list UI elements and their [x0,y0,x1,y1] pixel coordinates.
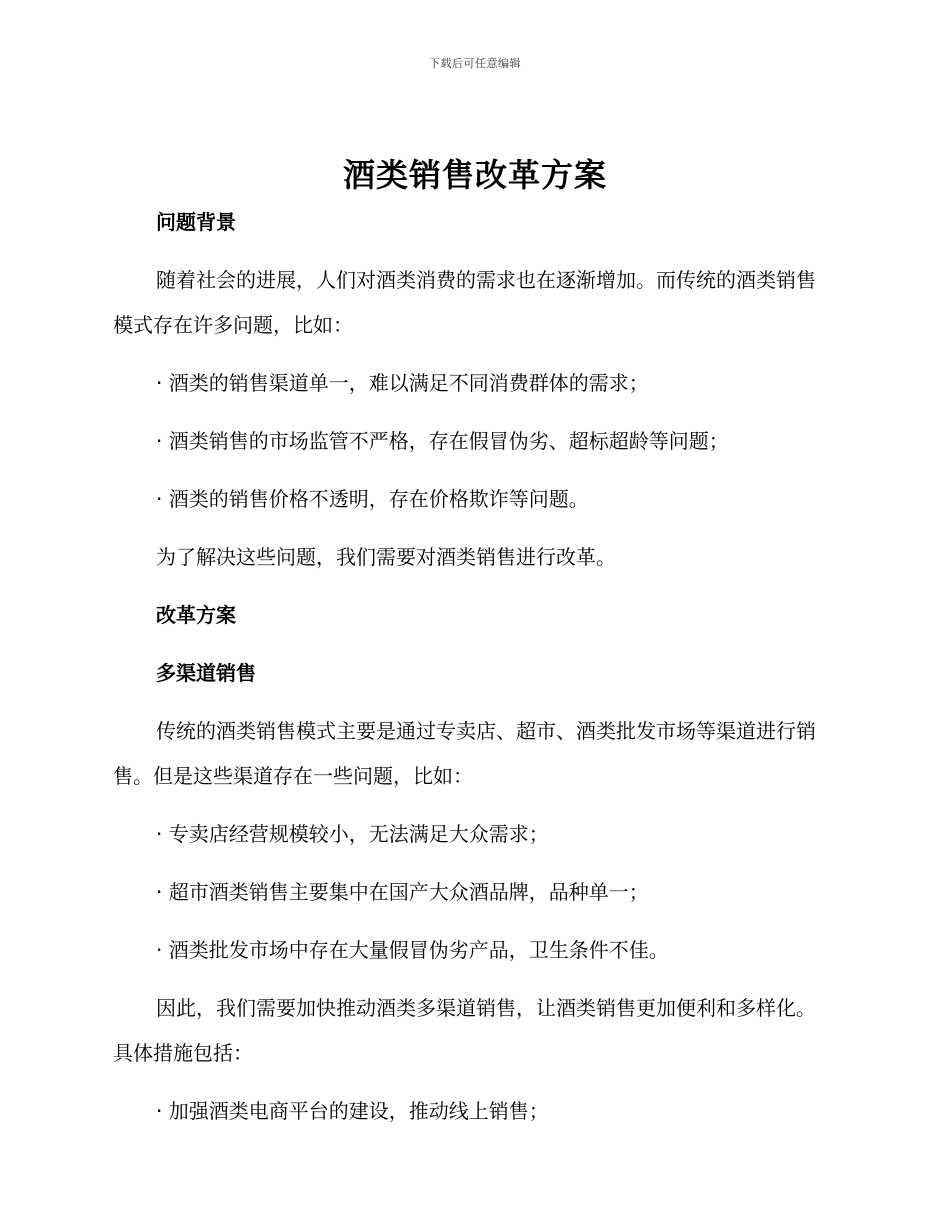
paragraph-background: 随着社会的进展，人们对酒类消费的需求也在逐渐增加。而传统的酒类销售模式存在许多问题，比如： [113,268,816,337]
document-title: 酒类销售改革方案 [342,156,607,194]
list-item: · 酒类销售的市场监管不严格，存在假冒伪劣、超标超龄等问题； [156,429,729,453]
section-heading-background: 问题背景 [156,210,236,234]
paragraph-multichannel: 传统的酒类销售模式主要是通过专卖店、超市、酒类批发市场等渠道进行销售。但是这些渠道存在一些问题，比如： [113,719,816,788]
list-item: · 超市酒类销售主要集中在国产大众酒品牌，品种单一； [156,880,649,904]
list-item: · 酒类批发市场中存在大量假冒伪劣产品，卫生条件不佳。 [156,938,669,962]
list-item: · 专卖店经营规模较小，无法满足大众需求； [156,822,549,846]
paragraph-background-conclusion: 为了解决这些问题，我们需要对酒类销售进行改革。 [156,545,616,569]
section-heading-plan: 改革方案 [156,603,236,627]
paragraph-multichannel-measures: 因此，我们需要加快推动酒类多渠道销售，让酒类销售更加便利和多样化。具体措施包括： [113,996,816,1065]
header-note: 下载后可任意编辑 [429,57,521,70]
list-item: · 酒类的销售价格不透明，存在价格欺诈等问题。 [156,487,589,511]
list-item: · 酒类的销售渠道单一，难以满足不同消费群体的需求； [156,371,649,395]
list-item: · 加强酒类电商平台的建设，推动线上销售； [156,1099,549,1123]
document-body [113,200,833,1147]
subsection-heading-multichannel: 多渠道销售 [156,661,256,685]
